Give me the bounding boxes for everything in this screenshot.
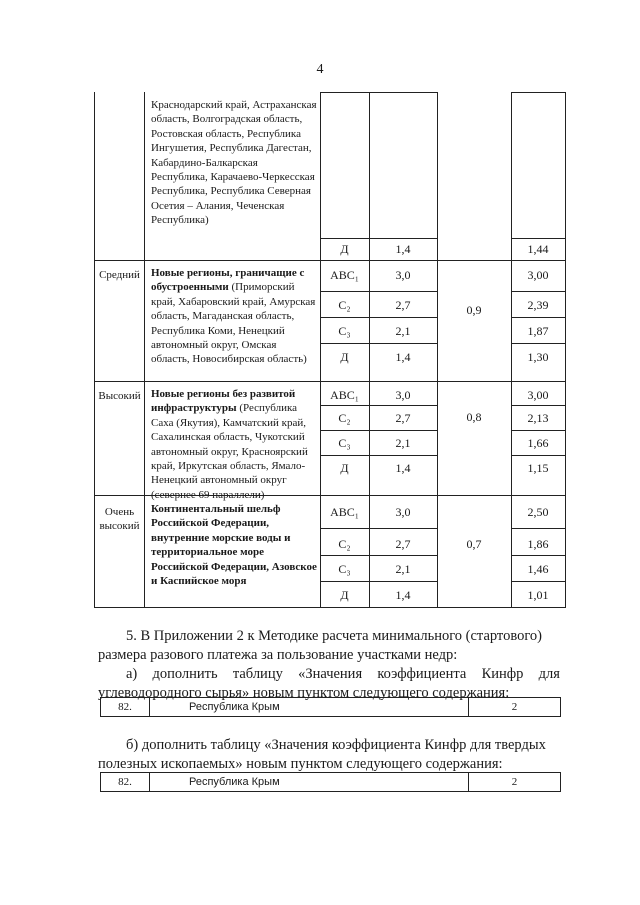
category-cell: C₂	[338, 537, 351, 551]
category-cell: ABC₁	[330, 388, 359, 402]
paragraph-line: полезных ископаемых» новым пунктом следующего содержания:	[98, 756, 503, 772]
word: а)	[126, 666, 138, 682]
result-cell: 2,50	[527, 505, 549, 519]
coefficient-cell: 0,8	[466, 410, 482, 424]
result-cell: 1,15	[527, 461, 549, 475]
result-cell: 1,66	[527, 436, 549, 450]
category-cell: Д	[340, 350, 349, 364]
word: для	[538, 666, 560, 682]
table-line	[511, 238, 565, 239]
table-line	[320, 238, 437, 239]
value-cell: 2,1	[395, 562, 411, 576]
table-line	[94, 381, 566, 382]
table-line	[511, 291, 565, 292]
paragraph-line: углеводородного сырья» новым пунктом следующего содержания:	[98, 685, 510, 701]
table-line	[511, 581, 565, 582]
result-cell: 1,01	[527, 588, 549, 602]
row-name: Республика Крым	[149, 698, 469, 716]
category-cell: C₂	[338, 298, 351, 312]
addition-table-b	[100, 772, 561, 792]
level-label: Средний	[99, 269, 140, 281]
table-col-divider	[437, 92, 438, 607]
category-cell: C₂	[338, 411, 351, 425]
table-line	[511, 92, 565, 93]
level-label: Очень высокий	[99, 506, 140, 532]
result-cell: 1,46	[527, 562, 549, 576]
table-line	[320, 555, 437, 556]
result-cell: 1,86	[527, 537, 549, 551]
value-cell: 2,1	[395, 324, 411, 338]
table-line	[320, 317, 437, 318]
word: дополнить	[152, 666, 218, 682]
region-text: Континентальный шельф Российской Федерации, внутренние морские воды и территориальное море Российской Федерации, Азовское и Каспийское моря	[151, 503, 317, 588]
paragraph-5	[98, 627, 560, 703]
table-line	[320, 581, 437, 582]
value-cell: 1,4	[395, 588, 411, 602]
table-line	[511, 343, 565, 344]
table-line	[320, 343, 437, 344]
result-cell: 3,00	[527, 388, 549, 402]
category-cell: C₃	[338, 562, 351, 576]
paragraph-a-line	[98, 665, 560, 684]
value-cell: 3,0	[395, 268, 411, 282]
row-name: Республика Крым	[149, 773, 469, 791]
paragraph-b	[98, 736, 560, 774]
category-cell: C₃	[338, 436, 351, 450]
value-cell: 2,7	[395, 298, 411, 312]
paragraph-line: 5. В Приложении 2 к Методике расчета минимального (стартового)	[126, 628, 542, 644]
coefficient-cell: 0,9	[466, 303, 482, 317]
table-line	[320, 291, 437, 292]
region-text: Новые регионы без развитой инфраструктуры (Республика Саха (Якутия), Камчатский край, Сахалинская область, Чукотский автономный округ, Красноярский край, Иркутская область, Ямало-Ненецкий автономный округ (севернее 69 параллели)	[151, 388, 308, 501]
region-text: Краснодарский край, Астраханская область, Волгоградская область, Ростовская область, Республика Ингушетия, Республика Дагестан, Кабардино-Балкарская Республика, Карачаево-Черкесская Республика, Республика Северная Осетия – Алания, Чеченская Республика)	[151, 99, 317, 227]
table-line	[511, 555, 565, 556]
value-cell: 2,7	[395, 411, 411, 425]
table-line	[511, 405, 565, 406]
value-cell: 3,0	[395, 505, 411, 519]
word: Кинфр	[481, 666, 524, 682]
category-cell: Д	[340, 242, 349, 256]
table-line	[320, 455, 437, 456]
value-cell: 3,0	[395, 388, 411, 402]
result-cell: 2,39	[527, 298, 549, 312]
table-line	[320, 528, 437, 529]
table-line	[511, 528, 565, 529]
level-label: Высокий	[98, 390, 141, 402]
category-cell: Д	[340, 461, 349, 475]
category-cell: Д	[340, 588, 349, 602]
table-line	[511, 455, 565, 456]
value-cell: 1,4	[395, 461, 411, 475]
word: «Значения	[298, 666, 363, 682]
result-cell: 3,00	[527, 268, 549, 282]
result-cell: 1,30	[527, 350, 549, 364]
table-border-right	[565, 92, 566, 607]
table-col-divider	[144, 92, 145, 607]
row-value: 2	[511, 776, 518, 788]
word: таблицу	[232, 666, 283, 682]
row-number: 82.	[101, 773, 150, 791]
table-line	[94, 260, 566, 261]
coefficient-cell: 0,7	[466, 537, 482, 551]
category-cell: ABC₁	[330, 505, 359, 519]
table-line	[511, 430, 565, 431]
table-line	[320, 92, 437, 93]
category-cell: C₃	[338, 324, 351, 338]
category-cell: ABC₁	[330, 268, 359, 282]
value-cell: 1,4	[395, 350, 411, 364]
table-line	[94, 607, 566, 608]
addition-table-a	[100, 697, 561, 717]
value-cell: 2,7	[395, 537, 411, 551]
paragraph-line: размера разового платежа за пользование участками недр:	[98, 647, 458, 663]
value-cell: 1,4	[395, 242, 411, 256]
table-line	[511, 317, 565, 318]
region-text: Новые регионы, граничащие с обустроенными (Приморский край, Хабаровский край, Амурская область, Магаданская область, Республика Коми, Ненецкий автономный округ, Омская область, Новосибирская область)	[151, 267, 316, 366]
row-value: 2	[511, 701, 518, 713]
table-line	[320, 405, 437, 406]
result-cell: 1,87	[527, 324, 549, 338]
page-number: 4	[316, 62, 324, 77]
word: коэффициента	[377, 666, 467, 682]
paragraph-line: б) дополнить таблицу «Значения коэффициента Кинфр для твердых	[126, 737, 546, 753]
table-line	[320, 430, 437, 431]
result-cell: 1,44	[527, 242, 549, 256]
row-number: 82.	[101, 698, 150, 716]
result-cell: 2,13	[527, 411, 549, 425]
value-cell: 2,1	[395, 436, 411, 450]
